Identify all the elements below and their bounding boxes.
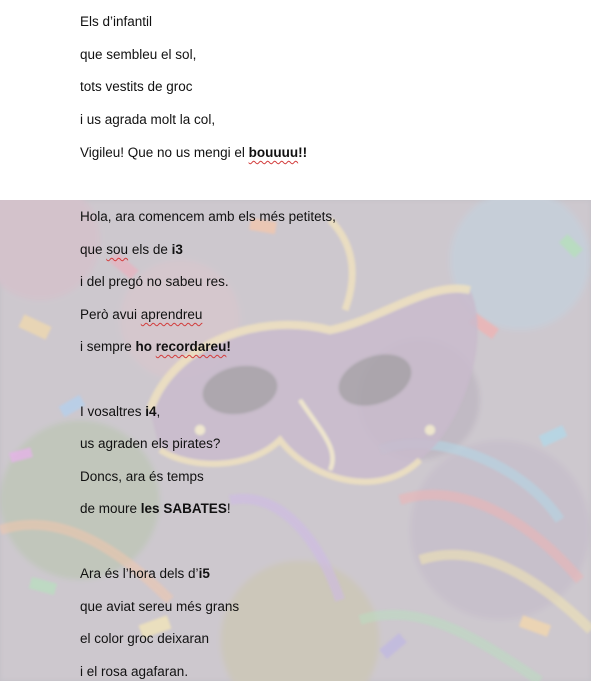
poem-line bbox=[80, 565, 210, 583]
bold-text: les SABATES bbox=[140, 501, 227, 516]
text-run: i del pregó no sabeu res. bbox=[80, 274, 229, 289]
poem-line bbox=[80, 630, 209, 648]
text-run: Doncs, ara és temps bbox=[80, 469, 204, 484]
text-run: que sembleu el sol, bbox=[80, 47, 197, 62]
text-run: els de bbox=[128, 242, 172, 257]
bold-text: ho bbox=[135, 339, 156, 354]
text-run: de moure bbox=[80, 501, 141, 516]
bold-text: bouuuu bbox=[248, 145, 299, 160]
poem-line bbox=[80, 273, 229, 291]
bold-text: !! bbox=[298, 145, 308, 160]
text-run: tots vestits de groc bbox=[80, 79, 193, 94]
text-run: que aviat sereu més grans bbox=[80, 599, 240, 614]
poem-line bbox=[80, 338, 231, 356]
text-run: ! bbox=[226, 501, 231, 516]
text-run: i el rosa agafaran. bbox=[80, 664, 189, 679]
text-run: el color groc deixaran bbox=[80, 631, 210, 646]
text-run: aprendreu bbox=[140, 307, 203, 322]
poem-line bbox=[80, 306, 202, 324]
poem-line bbox=[80, 241, 183, 259]
poem-line bbox=[80, 78, 193, 96]
text-run: Hola, ara comencem amb els més petitets, bbox=[80, 209, 336, 224]
bold-text: i3 bbox=[171, 242, 183, 257]
poem-line bbox=[80, 403, 160, 421]
poem-line bbox=[80, 208, 336, 226]
text-run: Però avui bbox=[80, 307, 141, 322]
bold-text: recordareu bbox=[155, 339, 227, 354]
poem-line bbox=[80, 144, 307, 162]
bold-text: i5 bbox=[198, 566, 210, 581]
poem-line bbox=[80, 500, 231, 518]
text-run: i sempre bbox=[80, 339, 136, 354]
poem-line bbox=[80, 46, 196, 64]
poem-line bbox=[80, 663, 188, 681]
text-run: Vigileu! Que no us mengi el bbox=[80, 145, 249, 160]
text-run: us agraden els pirates? bbox=[80, 436, 221, 451]
text-run: Ara és l’hora dels d’ bbox=[80, 566, 199, 581]
text-run: I vosaltres bbox=[80, 404, 146, 419]
text-run: , bbox=[156, 404, 161, 419]
poem-line bbox=[80, 468, 204, 486]
bold-text: i4 bbox=[145, 404, 157, 419]
text-run: Els d’infantil bbox=[80, 14, 153, 29]
poem-line bbox=[80, 598, 239, 616]
poem-line bbox=[80, 111, 215, 129]
poem-line bbox=[80, 435, 220, 453]
bold-text: ! bbox=[226, 339, 231, 354]
text-run: que bbox=[80, 242, 107, 257]
poem-line bbox=[80, 13, 152, 31]
text-run: i us agrada molt la col, bbox=[80, 112, 216, 127]
text-run: sou bbox=[106, 242, 129, 257]
